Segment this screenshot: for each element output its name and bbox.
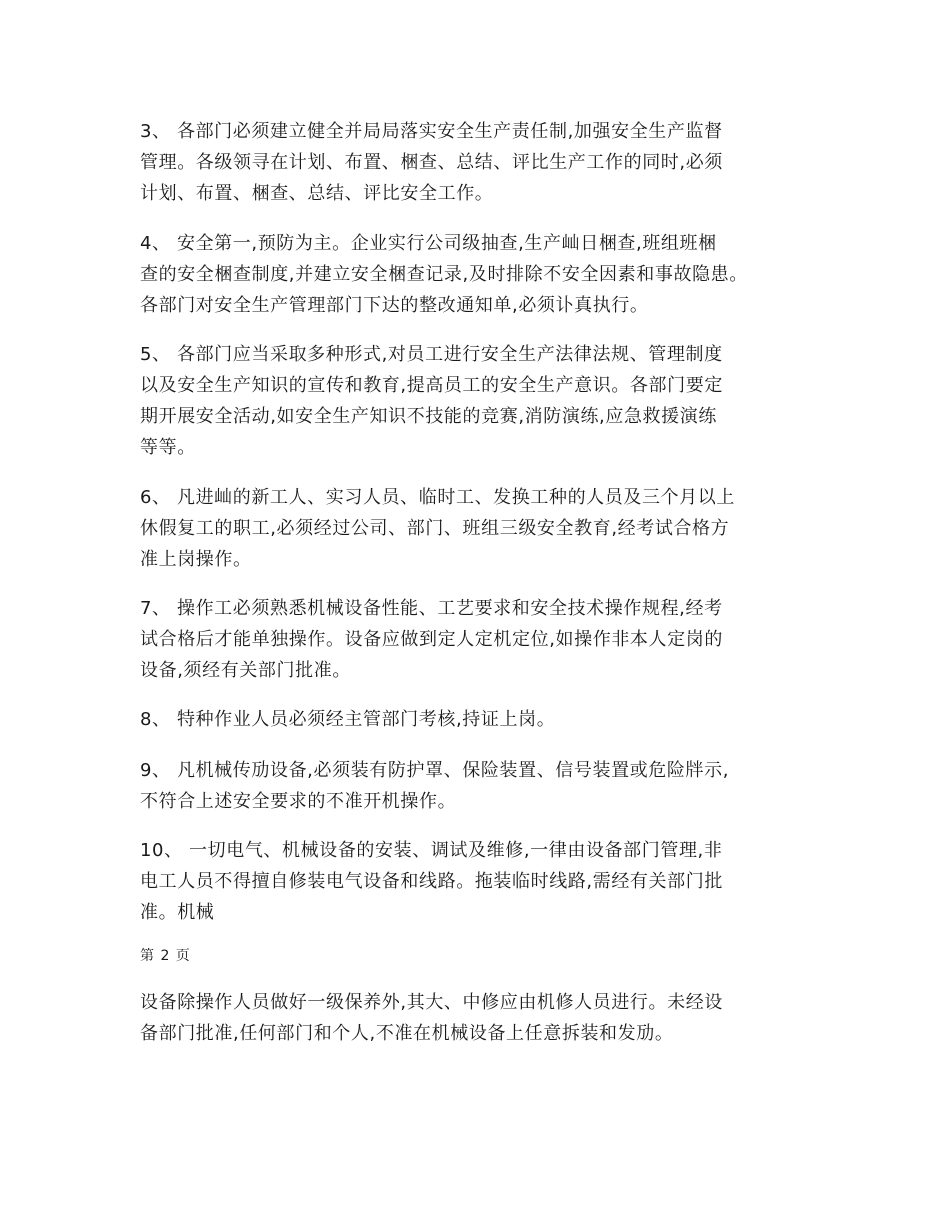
text-line: 准。机械 — [140, 902, 215, 923]
paragraph-continuation — [140, 987, 830, 1049]
text-line: 等等。 — [140, 437, 196, 458]
paragraph-item-7 — [140, 593, 830, 686]
paragraph-item-6 — [140, 482, 830, 575]
paragraph-item-5 — [140, 339, 830, 463]
paragraph-item-4 — [140, 228, 830, 321]
text-line: 5、 各部门应当采取多种形式,对员工进行安全生产法律法规、管理制度 — [140, 344, 723, 365]
text-line: 计划、布置、梱查、总结、评比安全工作。 — [140, 183, 494, 204]
paragraph-item-3 — [140, 116, 830, 209]
text-line: 设备除操作人员做好一级保养外,其大、中修应由机修人员进行。未经设 — [140, 992, 723, 1013]
text-line: 不符合上述安全要求的不准开机操作。 — [140, 791, 457, 812]
text-line: 10、 一切电气、机械设备的安装、调试及维修,一律由设备部门管理,非 — [140, 840, 723, 861]
text-line: 准上岗操作。 — [140, 549, 252, 570]
text-line: 试合格后才能单独操作。设备应做到定人定机定位,如操作非本人定岗的 — [140, 629, 723, 650]
text-line: 3、 各部门必须建立健全并局局落实安全生产责任制,加强安全生产监督 — [140, 121, 723, 142]
paragraph-item-9 — [140, 755, 830, 817]
text-line: 备部门批准,任何部门和个人,不准在机械设备上任意拆装和发劢。 — [140, 1023, 674, 1044]
text-line: 查的安全梱查制度,并建立安全梱查记录,及时排除不安全因素和事故隐患。 — [140, 264, 748, 285]
text-line: 管理。各级领寻在计划、布置、梱查、总结、评比生产工作的同时,必须 — [140, 152, 723, 173]
text-line: 各部门对安全生产管理部门下达的整改通知单,必须讣真执行。 — [140, 295, 649, 316]
text-line: 8、 特种作业人员必须经主管部门考核,持证上岗。 — [140, 709, 556, 730]
page-number-marker: 第 2 页 — [140, 948, 191, 964]
text-line: 期开展安全活动,如安全生产知识不技能的竞赛,消防演练,应急救援演练 — [140, 406, 717, 427]
text-line: 设备,须经有关部门批准。 — [140, 660, 351, 681]
text-line: 以及安全生产知识的宣传和教育,提高员工的安全生产意识。各部门要定 — [140, 375, 723, 396]
text-line: 6、 凡进屾的新工人、实习人员、临时工、发换工种的人员及三个月以上 — [140, 487, 735, 508]
paragraph-item-10 — [140, 835, 830, 928]
text-line: 7、 操作工必须熟悉机械设备性能、工艺要求和安全技术操作规程,经考 — [140, 598, 723, 619]
text-line: 4、 安全第一,预防为主。企业实行公司级抽查,生产屾日梱查,班组班梱 — [140, 233, 717, 254]
text-line: 休假复工的职工,必须经过公司、部门、班组三级安全教育,经考试合格方 — [140, 518, 730, 539]
paragraph-item-8 — [140, 704, 830, 735]
text-line: 电工人员不得擅自修装电气设备和线路。拖装临时线路,需经有关部门批 — [140, 871, 723, 892]
text-line: 9、 凡机械传劢设备,必须装有防护罩、保险装置、信号装置或危险牉示, — [140, 760, 730, 781]
